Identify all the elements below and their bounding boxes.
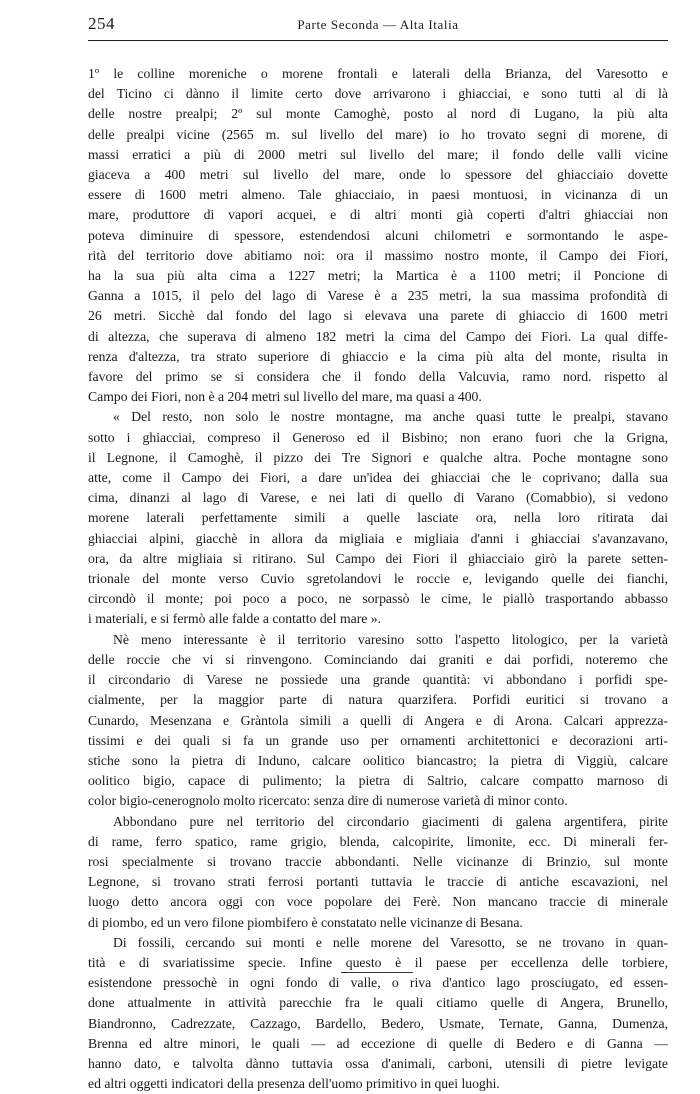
end-rule [341,972,413,973]
text-line: hanno dato, e talvolta dànno tuttavia ossa d'animali, carboni, utensili di pietre levigate [88,1055,668,1071]
text-line: Brenna ed altre minori, le quali — ad eccezione di quelle di Bedero e di Ganna — [88,1035,668,1051]
paragraph [88,933,668,1094]
text-line: il circondario di Varese ne possiede una grande quantità: vi abbondano i porfidi spe- [88,672,668,688]
text-line: rità del territorio dove abitiamo noi: ora il massimo nostro monte, il Campo dei Fiori, [88,247,668,263]
text-line: di piombo, ed un vero filone piombifero è constatato nelle vicinanze di Besana. [88,914,523,930]
header-rule [88,40,668,41]
text-line: Abbondano pure nel territorio del circondario giacimenti di galena argentifera, pirite [113,813,668,829]
text-line: delle prealpi vicine (2565 m. sul livello del mare) io ho trovato segni di morene, di [88,126,668,142]
text-line: stiche sono la pietra di Induno, calcare oolitico biancastro; la pietra di Viggiù, calcare [88,752,668,768]
text-line: Campo dei Fiori, non è a 204 metri sul livello del mare, ma quasi a 400. [88,389,482,405]
text-line: Biandronno, Cadrezzate, Cazzago, Bardello, Bedero, Usmate, Ternate, Ganna, Dumenza, [88,1015,668,1031]
text-line: cima, dinanzi al lago di Varese, e nei lati di quello di Varano (Comabbio), si vedono [88,490,668,506]
text-line: cialmente, per la maggior parte di natura quarzifera. Porfidi euritici si trovano a [88,692,668,708]
text-line: di altezza, che superava di almeno 182 metri la cima del Campo dei Fiori. La qual diffe- [88,328,668,344]
text-line: essere di 1600 metri almeno. Tale ghiacciaio, in paesi montuosi, in vicinanza di un [88,187,668,203]
text-line: trionale del monte verso Cuvio sgretolandovi le roccie e, levigando quelle dei fianchi, [88,571,668,587]
running-title: Parte Seconda — Alta Italia [297,17,459,32]
text-line: 26 metri. Sicchè dal fondo del lago si elevava una parete di ghiaccio di 1600 metri [88,308,668,324]
text-line: Nè meno interessante è il territorio varesino sotto l'aspetto litologico, per la varietà [113,631,668,647]
text-line: rosi specialmente si trovano traccie abbondanti. Nelle vicinanze di Brinzio, sul monte [88,853,668,869]
text-line: delle roccie che vi si rinvengono. Cominciando dai graniti e dai porfidi, noteremo che [88,651,668,667]
text-line: luogo detto ancora oggi con voce popolare dei Ferè. Non mancano traccie di minerale [88,894,668,910]
text-line: i materiali, e si fermò alle falde a contatto del mare ». [88,611,382,627]
body-text [88,64,668,1094]
text-line: ha la sua più alta cima a 1227 metri; la Martica è a 1100 metri; il Poncione di [88,268,668,284]
text-line: done attualmente in attività parecchie fra le quali citiamo quelle di Angera, Brunello, [88,995,668,1011]
text-line: giaceva a 400 metri sul livello del mare, onde lo spessore del ghiacciaio dovette [88,167,668,183]
text-line: 1º le colline moreniche o morene frontali e laterali della Brianza, del Varesotto e [88,66,668,81]
text-line: Ganna a 1015, il pelo del lago di Varese è a 235 metri, la sua massima profondità di [88,288,668,304]
page-number: 254 [88,14,115,33]
text-line: Legnone, si trovano strati ferrosi portanti tuttavia le traccie di antiche escavazioni, nel [88,874,668,890]
text-line: tissimi e dei quali si fa un grande uso per ornamenti architettonici e decorazioni arti- [88,732,668,748]
text-line: atte, come il Campo dei Fiori, a dare un'idea dei ghiacciai che le coprivano; dalla sua [88,470,668,486]
paragraph [88,812,668,933]
paragraph [88,407,668,629]
text-line: renza d'altezza, tra strato superiore di ghiaccio e la cima più alta del monte, risulta in [88,348,668,364]
text-line: mare, produttore di vapori acquei, e di altri monti già coperti d'altri ghiacciai non [88,207,668,223]
text-line: « Del resto, non solo le nostre montagne, ma anche quasi tutte le prealpi, stavano [113,409,668,425]
text-line: color bigio-cenerognolo molto ricercato: senza dire di numerose varietà di minor conto. [88,793,568,809]
text-line: delle nostre prealpi; 2º sul monte Camoghè, posto al nord di Lugano, la più alta [88,106,668,122]
text-line: del Ticino ci dànno il limite certo dove arrivarono i ghiacciai, e sono tutti al di là [88,86,668,102]
text-line: circondò il monte; poi poco a poco, ne sorpassò le cime, le piallò trasportando abbasso [88,591,668,607]
text-line: favore del primo se si considera che il fondo della Valcuvia, ramo nord. rispetto al [88,369,668,385]
text-line: sotto i ghiacciai, compreso il Generoso ed il Bisbino; non erano fuori che la Grigna, [88,429,668,445]
paragraph [88,64,668,407]
paragraph [88,630,668,812]
text-line: il Legnone, il Camoghè, il pizzo dei Tre Signori e qualche altra. Poche montagne sono [88,449,668,465]
text-line: Di fossili, cercando sui monti e nelle morene del Varesotto, se ne trovano in quan- [113,934,668,950]
text-line: poteva diminuire di spessore, estendendosi alcuni chilometri e sormontando le aspe- [88,227,668,243]
text-line: ed altri oggetti indicatori della presenza dell'uomo primitivo in quei luoghi. [88,1076,500,1092]
text-line: Cunardo, Mesenzana e Gràntola simili a quelli di Angera e di Arona. Calcari apprezza- [88,712,668,728]
text-line: esistendone pressochè in ogni fondo di valle, o riva d'antico lago prosciugato, ed essen- [88,975,668,991]
page-header [88,14,668,36]
text-line: di rame, ferro spatico, rame grigio, blenda, calcopirite, limonite, ecc. Di minerali fer- [88,833,668,849]
text-line: ghiacciai alpini, giacchè in allora da migliaia e migliaia d'anni i ghiacciai s'avanzavano, [88,530,668,546]
text-line: morene laterali perfettamente simili a quelle lasciate ora, nella loro ritirata dai [88,510,668,526]
text-line: ora, da altre migliaia si ritirano. Sul Campo dei Fiori il ghiacciaio girò la parete setten- [88,550,668,566]
text-line: massi erratici a più di 2000 metri sul livello del mare; il fondo delle valli vicine [88,146,668,162]
text-line: tità e di svariatissime specie. Infine questo è il paese per eccellenza delle torbiere, [88,954,668,970]
text-line: oolitico bigio, capace di pulimento; la pietra di Saltrio, calcare compatto marnoso di [88,773,668,789]
